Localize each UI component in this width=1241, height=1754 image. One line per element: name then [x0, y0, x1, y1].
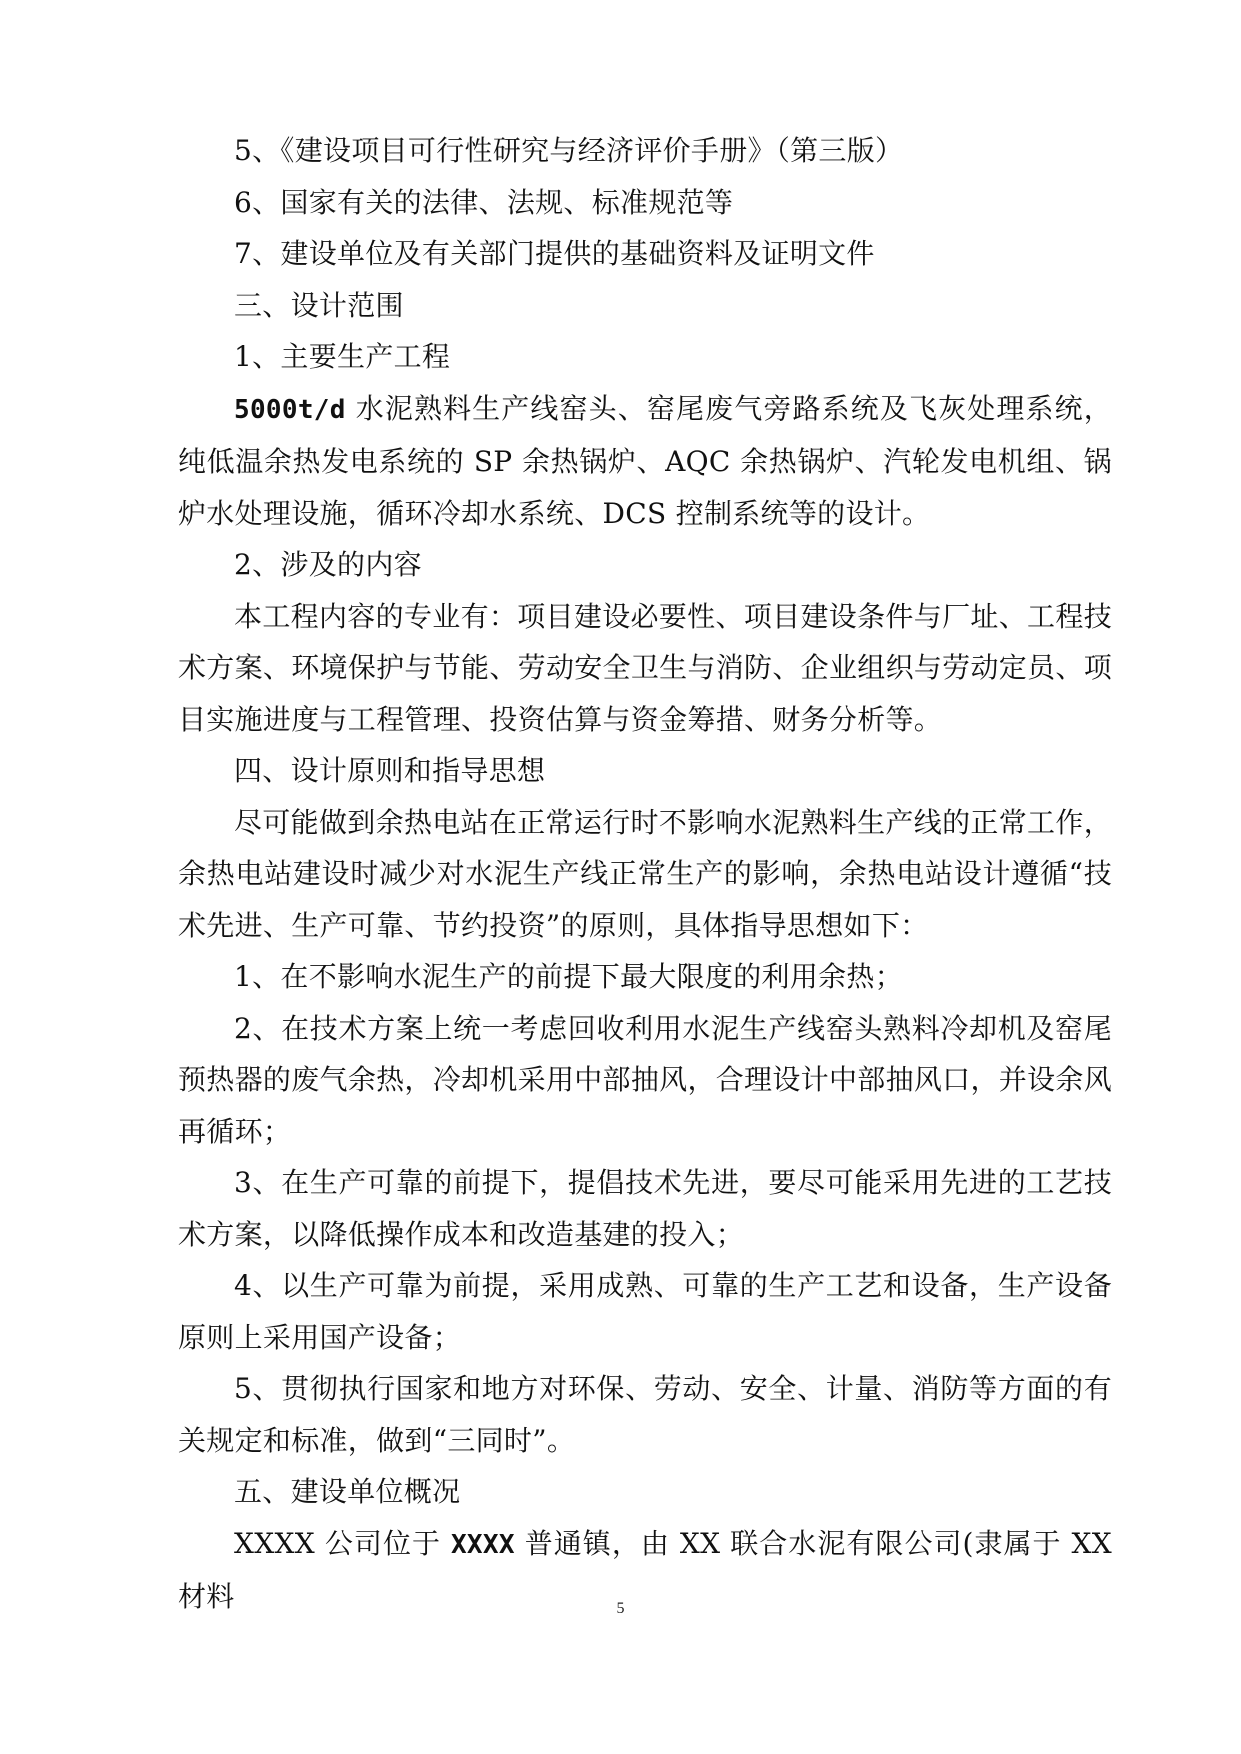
paragraph-main-production-text: 水泥熟料生产线窑头、窑尾废气旁路系统及飞灰处理系统，纯低温余热发电系统的 SP 余热锅炉、AQC 余热锅炉、汽轮发电机组、锅炉水处理设施，循环冷却水系统、DCS 控制系统等的设计。	[178, 391, 1112, 530]
subheading-main-production: 1、主要生产工程	[234, 340, 451, 373]
subheading-scope-content: 2、涉及的内容	[234, 548, 422, 581]
paragraph-main-production	[178, 383, 1112, 540]
document-body	[178, 125, 1112, 1623]
principle-item-4: 4、以生产可靠为前提，采用成熟、可靠的生产工艺和设备，生产设备原则上采用国产设备；	[178, 1269, 1112, 1354]
paragraph-scope-content: 本工程内容的专业有：项目建设必要性、项目建设条件与厂址、工程技术方案、环境保护与节能、劳动安全卫生与消防、企业组织与劳动定员、项目实施进度与工程管理、投资估算与资金筹措、财务分析等。	[178, 599, 1112, 736]
principle-item-1: 1、在不影响水泥生产的前提下最大限度的利用余热；	[234, 960, 904, 993]
company-overview-text-b: 普通镇，由 XX 联合水泥有限公司(隶属于 XX 材料	[178, 1526, 1112, 1613]
section-heading-company-overview: 五、建设单位概况	[234, 1475, 461, 1508]
capacity-bold-text: 5000t/d	[234, 394, 346, 425]
page-number: 5	[616, 1600, 625, 1617]
location-bold-text: XXXX	[450, 1529, 515, 1560]
section-heading-design-scope: 三、设计范围	[234, 288, 404, 322]
principle-item-2: 2、在技术方案上统一考虑回收利用水泥生产线窑头熟料冷却机及窑尾预热器的废气余热，冷却机采用中部抽风，合理设计中部抽风口，并设余风再循环；	[178, 1011, 1112, 1148]
principle-item-3: 3、在生产可靠的前提下，提倡技术先进，要尽可能采用先进的工艺技术方案，以降低操作成本和改造基建的投入；	[178, 1166, 1112, 1251]
company-overview-text-a: XXXX 公司位于	[234, 1526, 451, 1560]
section-heading-design-principles: 四、设计原则和指导思想	[234, 754, 546, 787]
principle-item-5: 5、贯彻执行国家和地方对环保、劳动、安全、计量、消防等方面的有关规定和标准，做到“三同时”。	[178, 1372, 1112, 1457]
reference-item-5: 5、《建设项目可行性研究与经济评价手册》（第三版）	[234, 134, 904, 167]
reference-item-6: 6、国家有关的法律、法规、标准规范等	[234, 185, 734, 219]
reference-item-7: 7、建设单位及有关部门提供的基础资料及证明文件	[234, 237, 875, 270]
paragraph-design-principles: 尽可能做到余热电站在正常运行时不影响水泥熟料生产线的正常工作，余热电站建设时减少对水泥生产线正常生产的影响，余热电站设计遵循“技术先进、生产可靠、节约投资”的原则，具体指导思想如下：	[178, 805, 1112, 942]
